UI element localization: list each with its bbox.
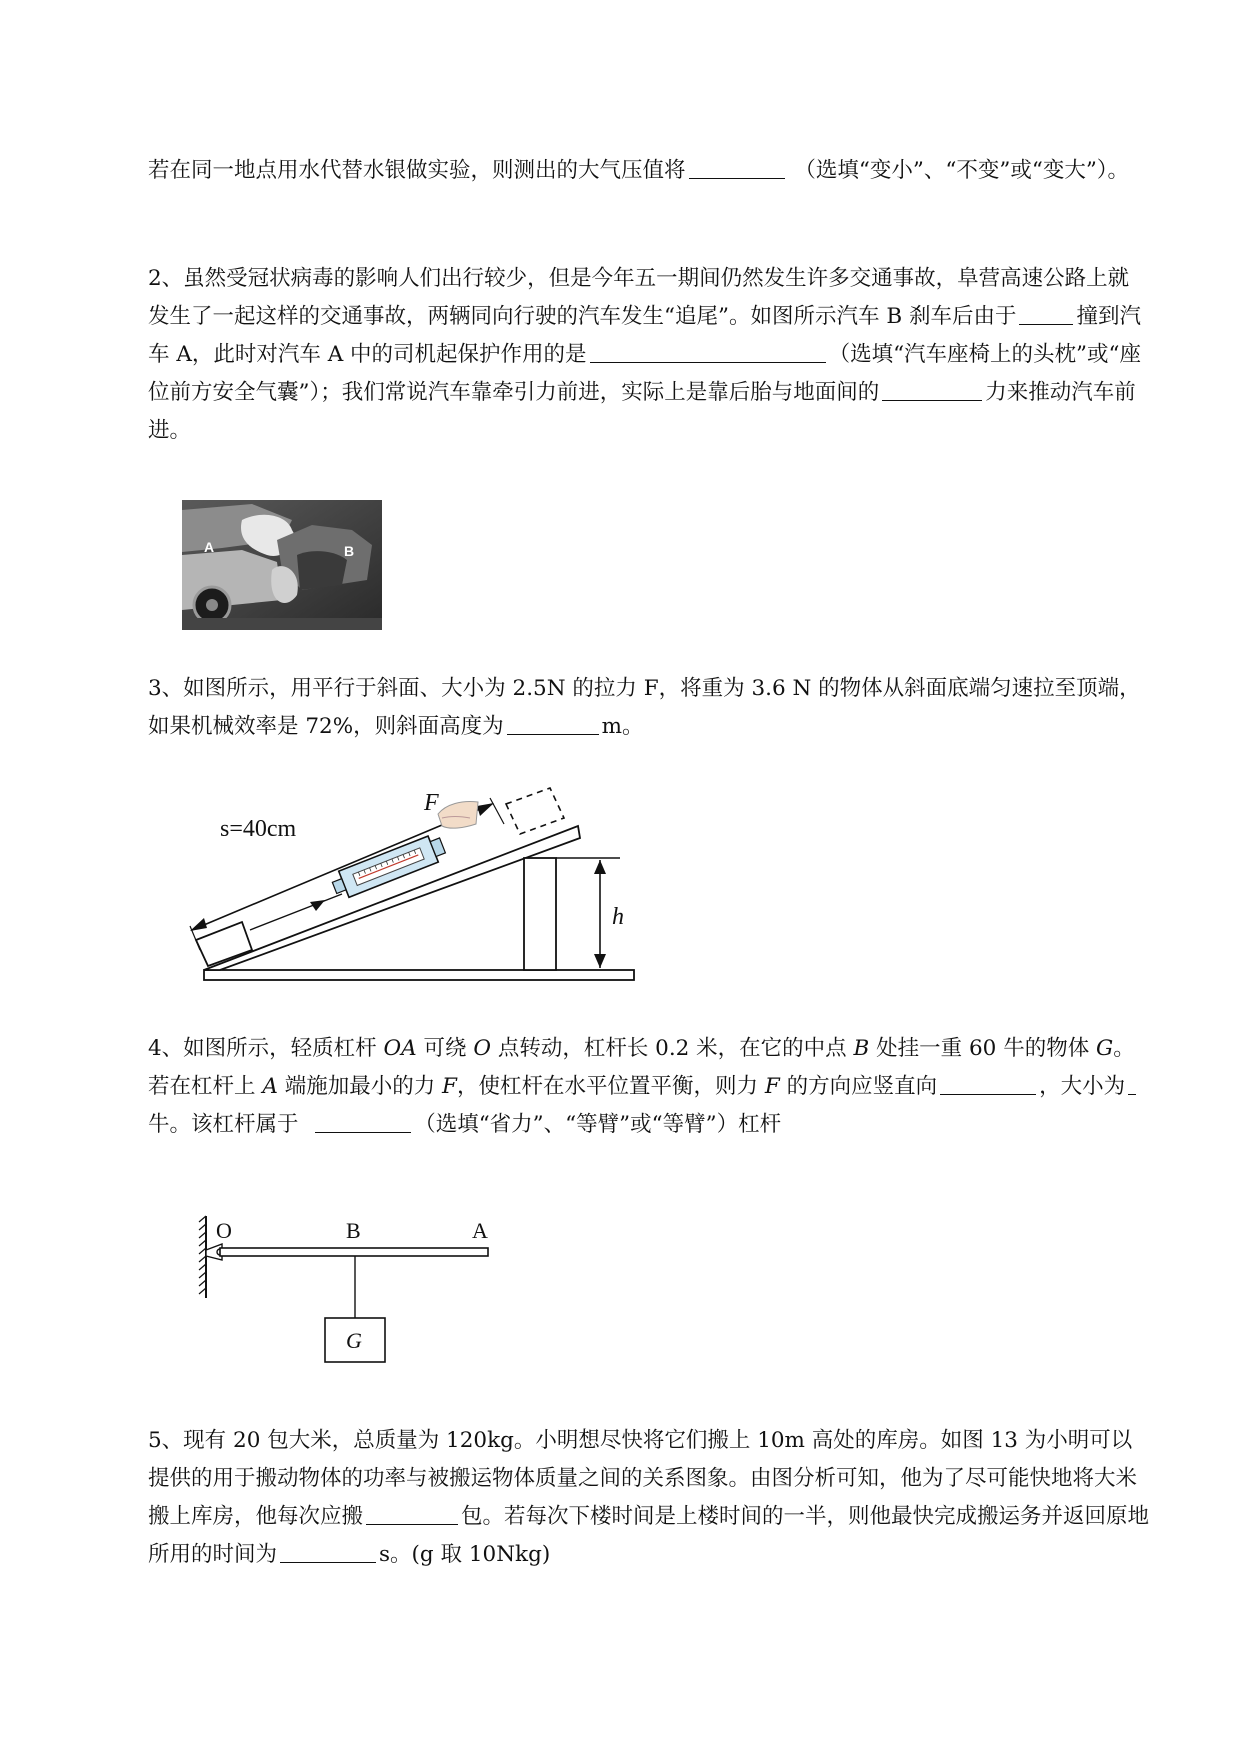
answer-blank[interactable] <box>882 378 982 401</box>
force-label: F <box>424 790 439 816</box>
answer-blank[interactable] <box>507 712 599 735</box>
distance-label: s=40cm <box>220 816 297 842</box>
answer-blank[interactable] <box>590 340 826 363</box>
lever-figure <box>198 1206 508 1376</box>
point-o-label: O <box>216 1218 232 1243</box>
answer-blank[interactable] <box>1128 1072 1136 1095</box>
question-3: 3、如图所示，用平行于斜面、大小为 2.5N 的拉力 F，将重为 3.6 N 的物体从斜面底端匀速拉至顶端，如果机械效率是 72%，则斜面高度为 m。 <box>148 676 1141 739</box>
question-4: 4、如图所示，轻质杠杆 OA 可绕 O 点转动，杠杆长 0.2 米，在它的中点 B 处挂一重 60 牛的物体 G。若在杠杆上 A 端施加最小的力 F，使杠杆在水平位置平衡，则力 F 的方向应竖直向 ，大小为牛。该杠杆属于 （选填“省力”、“等臂”或“等臂”）杠杆 <box>148 1036 1135 1137</box>
height-label: h <box>612 904 624 930</box>
car-a-label: A <box>204 539 215 555</box>
answer-blank[interactable] <box>315 1110 411 1133</box>
answer-blank[interactable] <box>940 1072 1036 1095</box>
answer-blank[interactable] <box>280 1540 376 1563</box>
car-b-label: B <box>344 543 355 559</box>
question-5: 5、现有 20 包大米，总质量为 120kg。小明想尽快将它们搬上 10m 高处的库房。如图 13 为小明可以提供的用于搬动物体的功率与被搬运物体质量之间的关系图象。由图分析可知，他为了尽可能快地将大米搬上库房，他每次应搬 包。若每次下楼时间是上楼时间的一半，则他最快完成搬运务并返回原地所用的时间为 s。(g 取 10Nkg) <box>148 1428 1150 1567</box>
point-b-label: B <box>346 1218 361 1243</box>
car-crash-photo <box>182 500 382 630</box>
question-1-continuation: 若在同一地点用水代替水银做实验，则测出的大气压值将 （选填“变小”、“不变”或“变大”）。 <box>148 158 1130 183</box>
question-2: 2、虽然受冠状病毒的影响人们出行较少，但是今年五一期间仍然发生许多交通事故，阜营高速公路上就发生了一起这样的交通事故，两辆同向行驶的汽车发生“追尾”。如图所示汽车 B 刹车后由于 撞到汽车 A，此时对汽车 A 中的司机起保护作用的是 （选填“汽车座椅上的头枕”或“座位前方安全气囊”）；我们常说汽车靠牵引力前进，实际上是靠后胎与地面间的 力来推动汽车前进。 <box>148 266 1142 443</box>
answer-blank[interactable] <box>366 1502 458 1525</box>
inclined-plane-figure <box>180 780 660 995</box>
weight-label: G <box>346 1328 362 1353</box>
answer-blank[interactable] <box>1019 302 1073 325</box>
point-a-label: A <box>472 1218 488 1243</box>
answer-blank[interactable] <box>689 156 785 179</box>
